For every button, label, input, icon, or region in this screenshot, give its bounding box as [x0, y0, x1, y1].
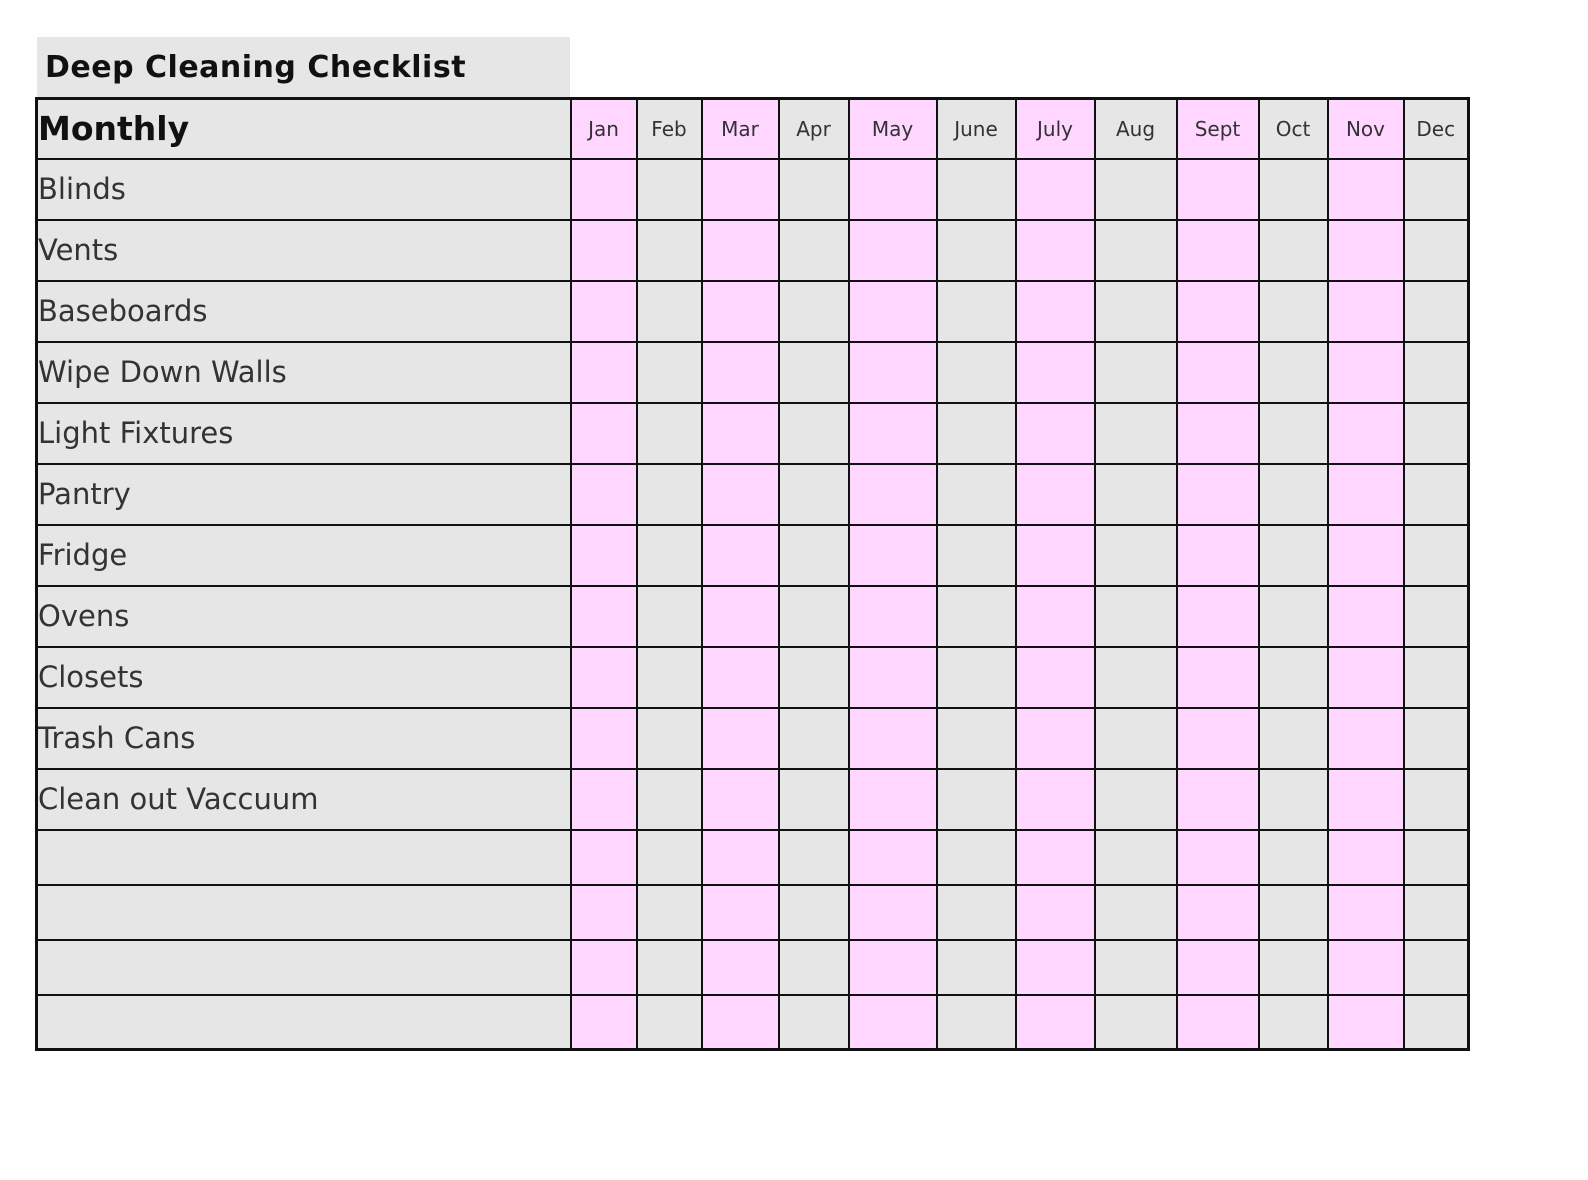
check-cell-oct[interactable]	[1259, 281, 1328, 342]
check-cell-jan[interactable]	[571, 708, 637, 769]
check-cell-apr[interactable]	[779, 830, 849, 885]
check-cell-june[interactable]	[937, 708, 1016, 769]
check-cell-aug[interactable]	[1095, 281, 1177, 342]
check-cell-apr[interactable]	[779, 403, 849, 464]
check-cell-june[interactable]	[937, 220, 1016, 281]
check-cell-apr[interactable]	[779, 647, 849, 708]
task-label: Clean out Vaccuum	[37, 769, 571, 830]
check-cell-jan[interactable]	[571, 281, 637, 342]
check-cell-aug[interactable]	[1095, 708, 1177, 769]
check-cell-nov[interactable]	[1328, 281, 1404, 342]
check-cell-may[interactable]	[849, 159, 937, 220]
check-cell-mar[interactable]	[702, 830, 779, 885]
month-header-june: June	[937, 99, 1016, 159]
month-header-dec: Dec	[1404, 99, 1469, 159]
check-cell-june[interactable]	[937, 403, 1016, 464]
check-cell-jan[interactable]	[571, 830, 637, 885]
check-cell-feb[interactable]	[637, 159, 702, 220]
check-cell-apr[interactable]	[779, 281, 849, 342]
check-cell-may[interactable]	[849, 708, 937, 769]
check-cell-sept[interactable]	[1177, 885, 1259, 940]
check-cell-dec[interactable]	[1404, 586, 1469, 647]
check-cell-oct[interactable]	[1259, 647, 1328, 708]
blank-row	[37, 940, 1469, 995]
check-cell-aug[interactable]	[1095, 940, 1177, 995]
check-cell-mar[interactable]	[702, 769, 779, 830]
check-cell-dec[interactable]	[1404, 342, 1469, 403]
check-cell-aug[interactable]	[1095, 830, 1177, 885]
check-cell-june[interactable]	[937, 281, 1016, 342]
check-cell-dec[interactable]	[1404, 769, 1469, 830]
table-body	[37, 159, 1469, 1050]
task-label: Blinds	[37, 159, 571, 220]
check-cell-dec[interactable]	[1404, 885, 1469, 940]
month-header-aug: Aug	[1095, 99, 1177, 159]
month-header-oct: Oct	[1259, 99, 1328, 159]
check-cell-oct[interactable]	[1259, 769, 1328, 830]
check-cell-june[interactable]	[937, 464, 1016, 525]
check-cell-july[interactable]	[1016, 220, 1095, 281]
check-cell-may[interactable]	[849, 281, 937, 342]
month-header-sept: Sept	[1177, 99, 1259, 159]
check-cell-feb[interactable]	[637, 940, 702, 995]
check-cell-may[interactable]	[849, 403, 937, 464]
task-label: Trash Cans	[37, 708, 571, 769]
check-cell-aug[interactable]	[1095, 995, 1177, 1050]
check-cell-nov[interactable]	[1328, 220, 1404, 281]
check-cell-june[interactable]	[937, 525, 1016, 586]
checklist-table	[35, 97, 1470, 1051]
check-cell-aug[interactable]	[1095, 525, 1177, 586]
check-cell-sept[interactable]	[1177, 586, 1259, 647]
check-cell-sept[interactable]	[1177, 995, 1259, 1050]
check-cell-june[interactable]	[937, 586, 1016, 647]
check-cell-sept[interactable]	[1177, 403, 1259, 464]
month-header-may: May	[849, 99, 937, 159]
check-cell-aug[interactable]	[1095, 647, 1177, 708]
check-cell-july[interactable]	[1016, 525, 1095, 586]
table-row	[37, 403, 1469, 464]
check-cell-sept[interactable]	[1177, 940, 1259, 995]
check-cell-apr[interactable]	[779, 220, 849, 281]
monthly-header: Monthly	[37, 99, 571, 159]
check-cell-july[interactable]	[1016, 464, 1095, 525]
check-cell-may[interactable]	[849, 342, 937, 403]
check-cell-mar[interactable]	[702, 647, 779, 708]
check-cell-nov[interactable]	[1328, 403, 1404, 464]
check-cell-may[interactable]	[849, 769, 937, 830]
task-label: Baseboards	[37, 281, 571, 342]
check-cell-nov[interactable]	[1328, 995, 1404, 1050]
check-cell-feb[interactable]	[637, 708, 702, 769]
task-label: Wipe Down Walls	[37, 342, 571, 403]
check-cell-dec[interactable]	[1404, 281, 1469, 342]
check-cell-mar[interactable]	[702, 995, 779, 1050]
check-cell-july[interactable]	[1016, 647, 1095, 708]
check-cell-jan[interactable]	[571, 995, 637, 1050]
check-cell-oct[interactable]	[1259, 708, 1328, 769]
check-cell-feb[interactable]	[637, 403, 702, 464]
table-row	[37, 525, 1469, 586]
check-cell-may[interactable]	[849, 220, 937, 281]
task-label: Light Fixtures	[37, 403, 571, 464]
check-cell-july[interactable]	[1016, 586, 1095, 647]
check-cell-oct[interactable]	[1259, 940, 1328, 995]
check-cell-nov[interactable]	[1328, 342, 1404, 403]
check-cell-july[interactable]	[1016, 995, 1095, 1050]
table-row	[37, 647, 1469, 708]
check-cell-july[interactable]	[1016, 708, 1095, 769]
check-cell-aug[interactable]	[1095, 586, 1177, 647]
check-cell-jan[interactable]	[571, 940, 637, 995]
check-cell-apr[interactable]	[779, 940, 849, 995]
check-cell-aug[interactable]	[1095, 342, 1177, 403]
check-cell-may[interactable]	[849, 830, 937, 885]
blank-row	[37, 885, 1469, 940]
check-cell-sept[interactable]	[1177, 159, 1259, 220]
check-cell-dec[interactable]	[1404, 647, 1469, 708]
check-cell-nov[interactable]	[1328, 885, 1404, 940]
check-cell-oct[interactable]	[1259, 403, 1328, 464]
check-cell-nov[interactable]	[1328, 830, 1404, 885]
check-cell-jan[interactable]	[571, 769, 637, 830]
check-cell-oct[interactable]	[1259, 159, 1328, 220]
check-cell-aug[interactable]	[1095, 403, 1177, 464]
check-cell-june[interactable]	[937, 769, 1016, 830]
blank-task-cell[interactable]	[37, 885, 571, 940]
check-cell-feb[interactable]	[637, 830, 702, 885]
check-cell-feb[interactable]	[637, 525, 702, 586]
check-cell-may[interactable]	[849, 647, 937, 708]
check-cell-nov[interactable]	[1328, 940, 1404, 995]
check-cell-jan[interactable]	[571, 403, 637, 464]
check-cell-sept[interactable]	[1177, 769, 1259, 830]
task-label: Ovens	[37, 586, 571, 647]
table-row	[37, 769, 1469, 830]
blank-task-cell[interactable]	[37, 830, 571, 885]
table-row	[37, 342, 1469, 403]
month-header-jan: Jan	[571, 99, 637, 159]
check-cell-aug[interactable]	[1095, 220, 1177, 281]
table-row	[37, 220, 1469, 281]
task-label: Pantry	[37, 464, 571, 525]
check-cell-may[interactable]	[849, 940, 937, 995]
check-cell-mar[interactable]	[702, 220, 779, 281]
check-cell-oct[interactable]	[1259, 885, 1328, 940]
check-cell-dec[interactable]	[1404, 940, 1469, 995]
check-cell-nov[interactable]	[1328, 708, 1404, 769]
check-cell-may[interactable]	[849, 885, 937, 940]
blank-row	[37, 830, 1469, 885]
check-cell-jan[interactable]	[571, 586, 637, 647]
check-cell-jan[interactable]	[571, 464, 637, 525]
check-cell-feb[interactable]	[637, 281, 702, 342]
check-cell-feb[interactable]	[637, 995, 702, 1050]
blank-row	[37, 995, 1469, 1050]
check-cell-aug[interactable]	[1095, 159, 1177, 220]
check-cell-nov[interactable]	[1328, 647, 1404, 708]
check-cell-feb[interactable]	[637, 885, 702, 940]
check-cell-dec[interactable]	[1404, 220, 1469, 281]
task-label: Vents	[37, 220, 571, 281]
check-cell-june[interactable]	[937, 159, 1016, 220]
check-cell-july[interactable]	[1016, 885, 1095, 940]
check-cell-apr[interactable]	[779, 708, 849, 769]
check-cell-dec[interactable]	[1404, 708, 1469, 769]
table-row	[37, 464, 1469, 525]
check-cell-sept[interactable]	[1177, 281, 1259, 342]
check-cell-dec[interactable]	[1404, 159, 1469, 220]
check-cell-apr[interactable]	[779, 586, 849, 647]
check-cell-apr[interactable]	[779, 525, 849, 586]
check-cell-sept[interactable]	[1177, 525, 1259, 586]
check-cell-july[interactable]	[1016, 769, 1095, 830]
check-cell-jan[interactable]	[571, 525, 637, 586]
check-cell-sept[interactable]	[1177, 830, 1259, 885]
check-cell-oct[interactable]	[1259, 525, 1328, 586]
check-cell-oct[interactable]	[1259, 586, 1328, 647]
check-cell-jan[interactable]	[571, 159, 637, 220]
check-cell-june[interactable]	[937, 995, 1016, 1050]
page-title: Deep Cleaning Checklist	[37, 37, 570, 97]
header-row	[37, 99, 1469, 159]
check-cell-mar[interactable]	[702, 159, 779, 220]
check-cell-dec[interactable]	[1404, 464, 1469, 525]
check-cell-jan[interactable]	[571, 342, 637, 403]
check-cell-may[interactable]	[849, 586, 937, 647]
check-cell-jan[interactable]	[571, 647, 637, 708]
check-cell-aug[interactable]	[1095, 464, 1177, 525]
check-cell-nov[interactable]	[1328, 525, 1404, 586]
check-cell-apr[interactable]	[779, 769, 849, 830]
check-cell-oct[interactable]	[1259, 830, 1328, 885]
check-cell-sept[interactable]	[1177, 464, 1259, 525]
blank-task-cell[interactable]	[37, 940, 571, 995]
month-header-nov: Nov	[1328, 99, 1404, 159]
check-cell-mar[interactable]	[702, 940, 779, 995]
check-cell-aug[interactable]	[1095, 769, 1177, 830]
check-cell-june[interactable]	[937, 940, 1016, 995]
check-cell-dec[interactable]	[1404, 995, 1469, 1050]
check-cell-june[interactable]	[937, 647, 1016, 708]
check-cell-sept[interactable]	[1177, 220, 1259, 281]
check-cell-feb[interactable]	[637, 647, 702, 708]
check-cell-oct[interactable]	[1259, 464, 1328, 525]
check-cell-july[interactable]	[1016, 281, 1095, 342]
check-cell-nov[interactable]	[1328, 586, 1404, 647]
check-cell-dec[interactable]	[1404, 830, 1469, 885]
month-header-apr: Apr	[779, 99, 849, 159]
check-cell-mar[interactable]	[702, 342, 779, 403]
check-cell-july[interactable]	[1016, 159, 1095, 220]
check-cell-aug[interactable]	[1095, 885, 1177, 940]
task-label: Closets	[37, 647, 571, 708]
check-cell-july[interactable]	[1016, 940, 1095, 995]
check-cell-june[interactable]	[937, 885, 1016, 940]
check-cell-mar[interactable]	[702, 586, 779, 647]
check-cell-apr[interactable]	[779, 885, 849, 940]
table-row	[37, 586, 1469, 647]
check-cell-mar[interactable]	[702, 708, 779, 769]
check-cell-jan[interactable]	[571, 220, 637, 281]
check-cell-apr[interactable]	[779, 159, 849, 220]
check-cell-mar[interactable]	[702, 885, 779, 940]
check-cell-feb[interactable]	[637, 342, 702, 403]
check-cell-apr[interactable]	[779, 995, 849, 1050]
check-cell-sept[interactable]	[1177, 647, 1259, 708]
check-cell-oct[interactable]	[1259, 220, 1328, 281]
check-cell-nov[interactable]	[1328, 464, 1404, 525]
check-cell-july[interactable]	[1016, 830, 1095, 885]
check-cell-mar[interactable]	[702, 525, 779, 586]
check-cell-feb[interactable]	[637, 464, 702, 525]
table-row	[37, 281, 1469, 342]
check-cell-sept[interactable]	[1177, 342, 1259, 403]
check-cell-oct[interactable]	[1259, 342, 1328, 403]
check-cell-sept[interactable]	[1177, 708, 1259, 769]
check-cell-feb[interactable]	[637, 769, 702, 830]
check-cell-feb[interactable]	[637, 220, 702, 281]
check-cell-oct[interactable]	[1259, 995, 1328, 1050]
check-cell-apr[interactable]	[779, 464, 849, 525]
task-label: Fridge	[37, 525, 571, 586]
table-row	[37, 708, 1469, 769]
month-header-july: July	[1016, 99, 1095, 159]
check-cell-june[interactable]	[937, 830, 1016, 885]
month-header-mar: Mar	[702, 99, 779, 159]
check-cell-nov[interactable]	[1328, 769, 1404, 830]
check-cell-may[interactable]	[849, 995, 937, 1050]
month-header-feb: Feb	[637, 99, 702, 159]
check-cell-apr[interactable]	[779, 342, 849, 403]
check-cell-july[interactable]	[1016, 403, 1095, 464]
check-cell-june[interactable]	[937, 342, 1016, 403]
check-cell-feb[interactable]	[637, 586, 702, 647]
blank-task-cell[interactable]	[37, 995, 571, 1050]
check-cell-may[interactable]	[849, 525, 937, 586]
check-cell-mar[interactable]	[702, 281, 779, 342]
check-cell-jan[interactable]	[571, 885, 637, 940]
check-cell-mar[interactable]	[702, 403, 779, 464]
check-cell-dec[interactable]	[1404, 525, 1469, 586]
check-cell-july[interactable]	[1016, 342, 1095, 403]
check-cell-mar[interactable]	[702, 464, 779, 525]
table-row	[37, 159, 1469, 220]
check-cell-may[interactable]	[849, 464, 937, 525]
check-cell-nov[interactable]	[1328, 159, 1404, 220]
check-cell-dec[interactable]	[1404, 403, 1469, 464]
